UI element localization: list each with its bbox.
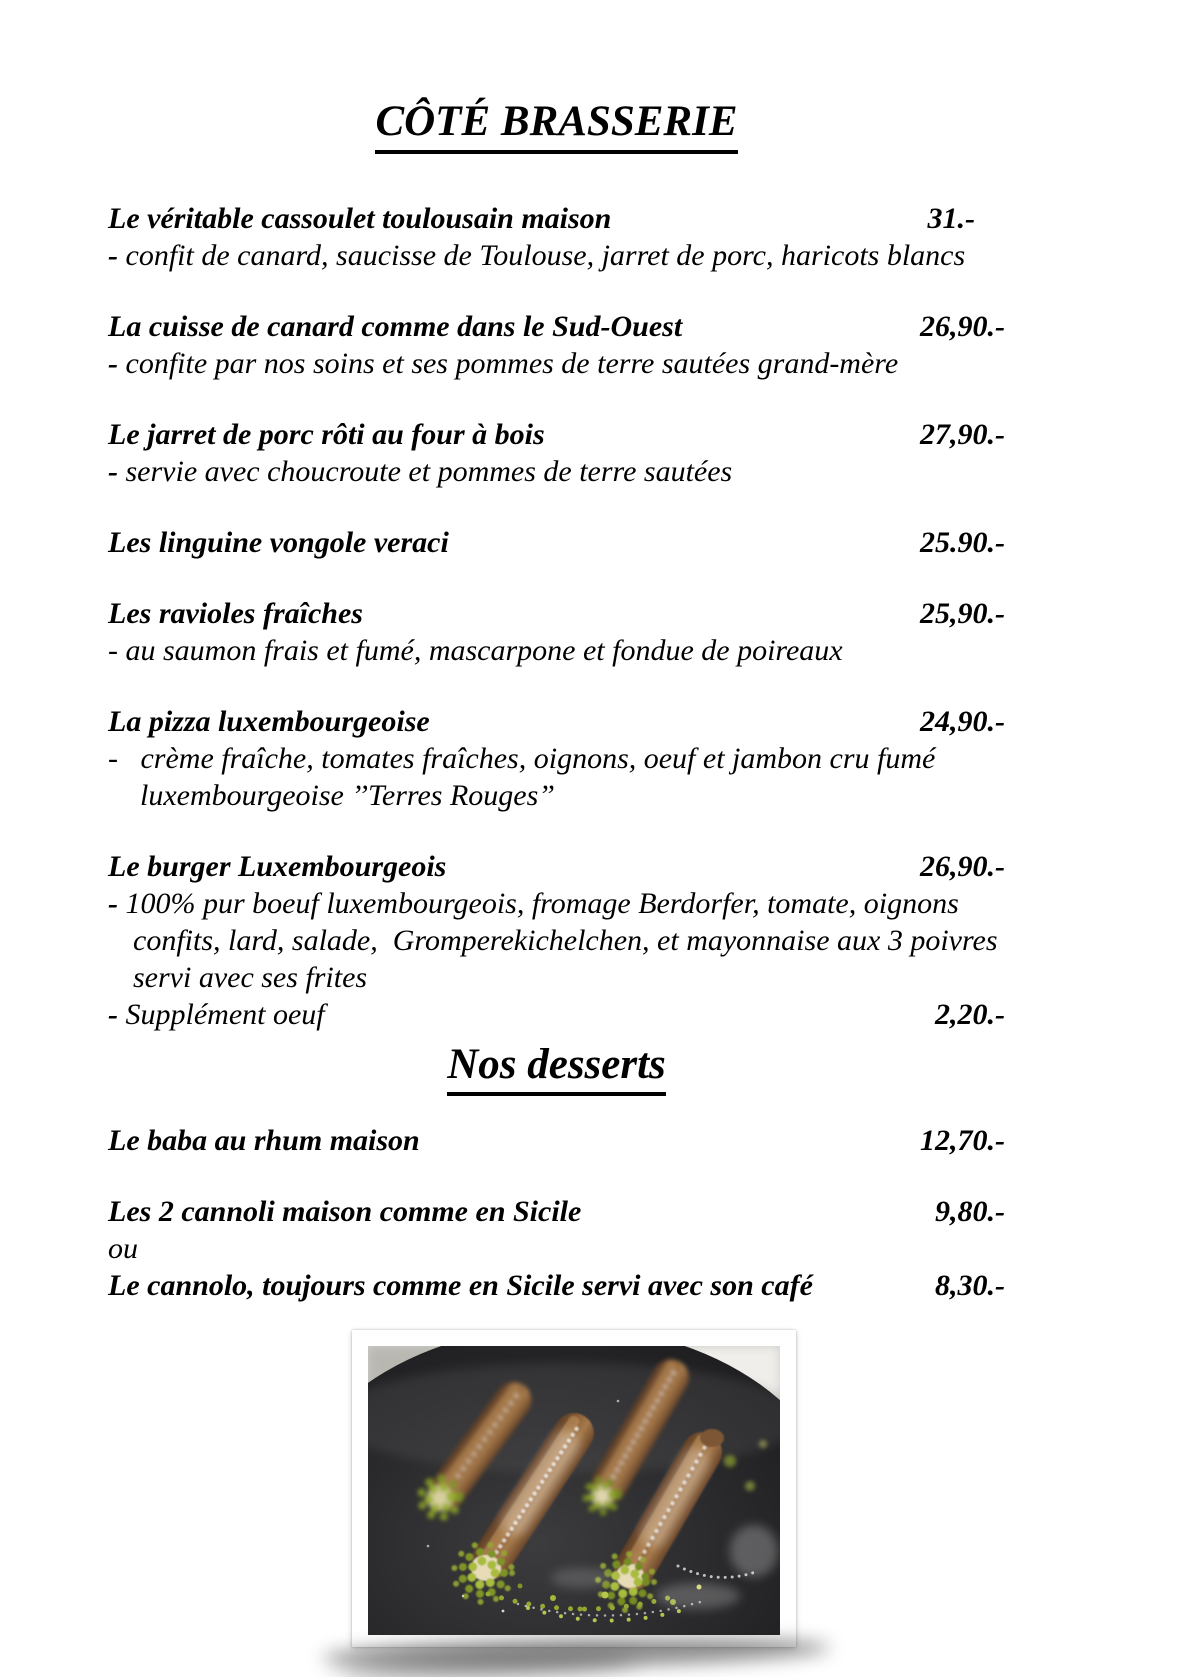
menu-item-cassoulet (108, 200, 1005, 274)
supplement-label (108, 996, 325, 1033)
item-name: Le véritable cassoulet toulousain maison (108, 201, 612, 235)
item-name: La cuisse de canard comme dans le Sud-Ouest (108, 309, 683, 343)
cannoli-photo (368, 1346, 780, 1635)
menu-item-linguine (108, 524, 1005, 561)
desc-dash: - (108, 238, 118, 272)
item-name: Le jarret de porc rôti au four à bois (108, 417, 545, 451)
item-price: 27,90.- (920, 417, 1005, 451)
item-description: - au saumon frais et fumé, mascarpone et fondue de poireaux (108, 633, 843, 667)
item-name: La pizza luxembourgeoise (108, 704, 430, 738)
item-row (108, 703, 1005, 740)
item-row (108, 416, 1005, 453)
desc-dash: - (108, 997, 118, 1031)
item-description (108, 453, 1005, 490)
item-row (108, 308, 1005, 345)
item-price: 31.- (927, 201, 975, 235)
desc-text: servie avec choucroute et pommes de terre sautées (118, 454, 733, 488)
item-name: Le baba au rhum maison (108, 1124, 420, 1158)
item-row (108, 1193, 1005, 1230)
item-price: 12,70.- (920, 1124, 1005, 1158)
menu-item-pizza (108, 703, 1005, 814)
desc-text: confite par nos soins et ses pommes de terre sautées grand-mère (118, 346, 899, 380)
item-supplement-row (108, 996, 1005, 1033)
item-price: 25,90.- (920, 596, 1005, 630)
supplement-price: 2,20.- (935, 997, 1005, 1031)
item-row (108, 848, 1005, 885)
item-name: Les ravioles fraîches (108, 596, 363, 630)
item-price: 24,90.- (920, 704, 1005, 738)
item-description-line2: luxembourgeoise ’’Terres Rouges” (140, 778, 555, 812)
section-title-desserts (108, 1039, 1005, 1097)
desc-text: 100% pur boeuf luxembourgeois, fromage Berdorfer, tomate, oignons (118, 886, 959, 920)
menu-item-cuisse-de-canard (108, 308, 1005, 382)
cannoli-photo-frame (352, 1330, 796, 1647)
item-price: 25.90.- (920, 525, 1005, 559)
item-price: 26,90.- (920, 309, 1005, 343)
item-description (108, 345, 1005, 382)
item-name: Les 2 cannoli maison comme en Sicile (108, 1195, 582, 1229)
menu-content (0, 96, 1183, 1647)
choice-connector: ou (108, 1232, 138, 1266)
item-price: 26,90.- (920, 849, 1005, 883)
item-description (108, 237, 1005, 274)
desc-dash: - (108, 346, 118, 380)
supplement-text: Supplément oeuf (118, 997, 325, 1031)
item-row (108, 200, 1005, 237)
item-description-line2: confits, lard, salade, Gromperekichelchen, et mayonnaise aux 3 poivres (133, 923, 998, 957)
menu-item-cannoli (108, 1193, 1005, 1304)
item-row (108, 595, 1005, 632)
menu-item-jarret-de-porc (108, 416, 1005, 490)
item-description-line1: - crème fraîche, tomates fraîches, oignons, oeuf et jambon cru fumé (108, 741, 936, 775)
item-price: 9,80.- (935, 1195, 1005, 1229)
section-title-brasserie-text: CÔTÉ BRASSERIE (375, 96, 737, 154)
item-row (108, 1122, 1005, 1159)
item-name: Le burger Luxembourgeois (108, 849, 447, 883)
item-name: Les linguine vongole veraci (108, 525, 449, 559)
menu-item-burger (108, 848, 1005, 1033)
item-row (108, 524, 1005, 561)
item-description-line3: servi avec ses frites (133, 960, 368, 994)
desc-dash: - (108, 454, 118, 488)
item-description-line1 (108, 885, 1005, 922)
item-price: 8,30.- (935, 1269, 1005, 1303)
section-title-desserts-text: Nos desserts (447, 1039, 666, 1097)
menu-item-baba (108, 1122, 1005, 1159)
item-row (108, 1267, 1005, 1304)
section-title-brasserie (108, 96, 1005, 154)
menu-item-ravioles (108, 595, 1005, 669)
desc-dash: - (108, 886, 118, 920)
item-name: Le cannolo, toujours comme en Sicile servi avec son café (108, 1269, 813, 1303)
desc-text: confit de canard, saucisse de Toulouse, jarret de porc, haricots blancs (118, 238, 966, 272)
